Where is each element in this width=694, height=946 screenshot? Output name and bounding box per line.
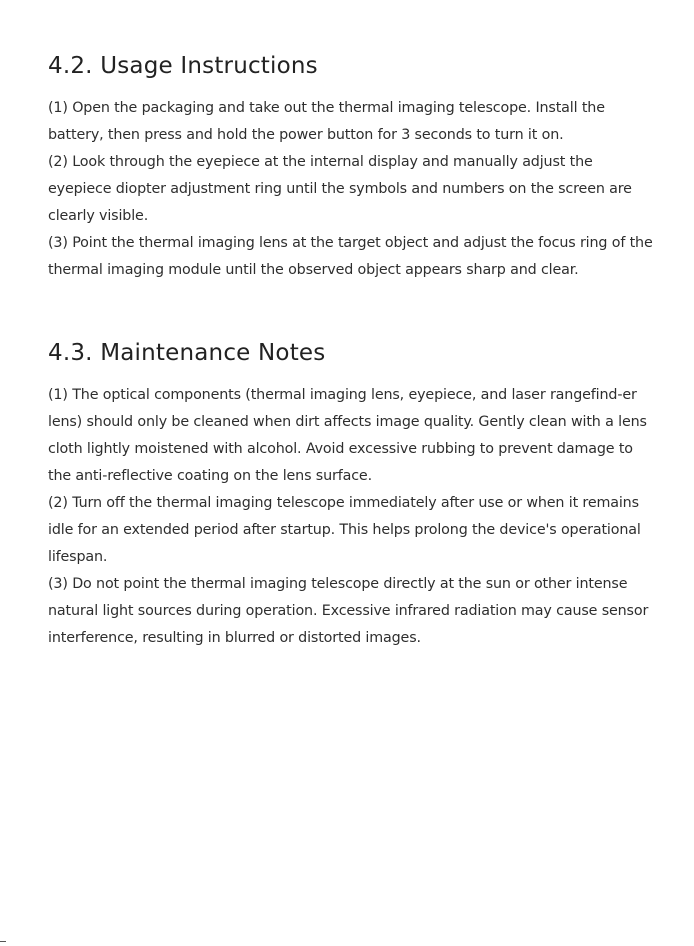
usage-instructions-heading: 4.2. Usage Instructions	[48, 53, 318, 79]
page-corner-mark	[0, 941, 6, 942]
usage-step-3: (3) Point the thermal imaging lens at the target object and adjust the focus ring of the thermal imaging module until the observed object appears sharp and clear.	[48, 235, 653, 278]
usage-step-1: (1) Open the packaging and take out the thermal imaging telescope. Install the battery, then press and hold the power button for 3 seconds to turn it on.	[48, 100, 605, 143]
usage-instructions-body	[48, 95, 660, 284]
maintenance-note-2: (2) Turn off the thermal imaging telescope immediately after use or when it remains idle for an extended period after startup. This helps prolong the device's operational lifespan.	[48, 495, 641, 565]
usage-step-2: (2) Look through the eyepiece at the internal display and manually adjust the eyepiece diopter adjustment ring until the symbols and numbers on the screen are clearly visible.	[48, 154, 632, 224]
maintenance-notes-body	[48, 382, 660, 652]
maintenance-note-3: (3) Do not point the thermal imaging telescope directly at the sun or other intense natural light sources during operation. Excessive infrared radiation may cause sensor interference, resulting in blurred or distorted images.	[48, 576, 649, 646]
maintenance-notes-heading: 4.3. Maintenance Notes	[48, 340, 326, 366]
maintenance-note-1: (1) The optical components (thermal imaging lens, eyepiece, and laser rangefind-er lens) should only be cleaned when dirt affects image quality. Gently clean with a lens cloth lightly moistened with alcohol. Avoid excessive rubbing to prevent damage to the anti-reflective coating on the lens surface.	[48, 387, 647, 484]
